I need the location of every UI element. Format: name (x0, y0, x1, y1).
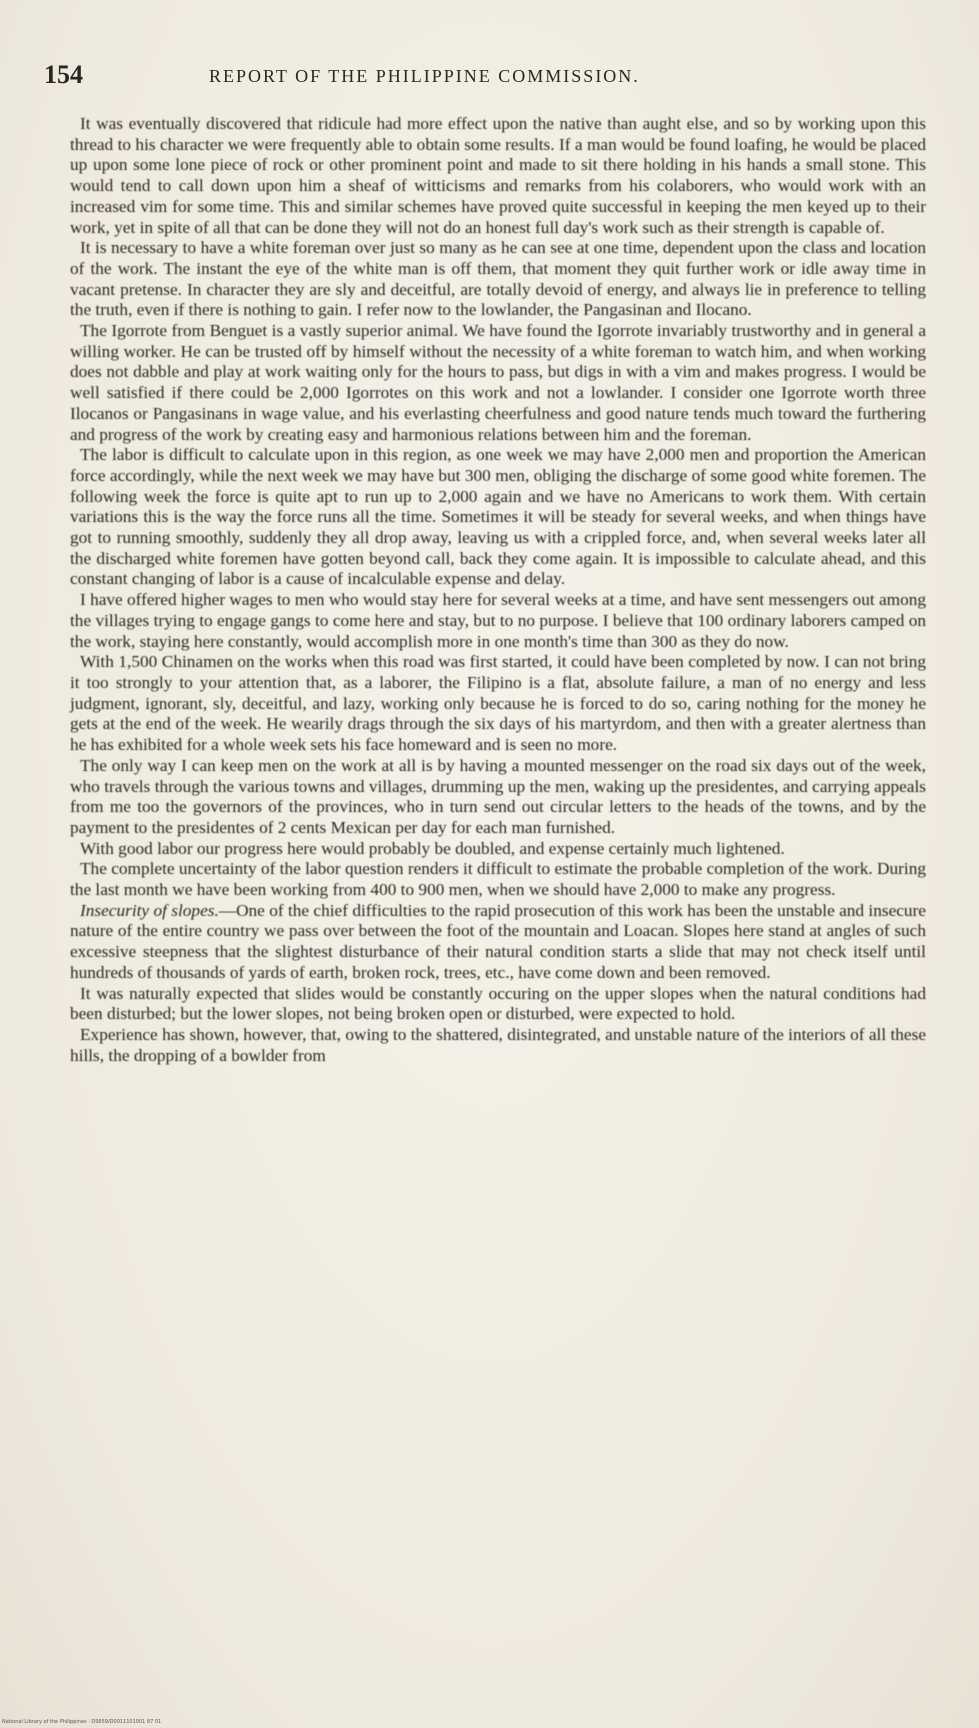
paragraph: The labor is difficult to calculate upon in this region, as one week we may have 2,000 men and proportion the American force accordingly, while the next week we may have but 300 men, obliging the discharge of some good white foremen. The following week the force is quite apt to run up to 2,000 again and we have no Americans to work them. With certain variations this is the way the force runs all the time. Sometimes it will be steady for several weeks, and when things have got to running smoothly, suddenly they all drop away, leaving us with a crippled force, and, when several weeks later all the discharged white foremen have gotten beyond call, back they come again. It is impossible to calculate ahead, and this constant changing of labor is a cause of incalculable expense and delay. (70, 445, 926, 589)
paragraph: The complete uncertainty of the labor question renders it difficult to estimate the probable completion of the work. During the last month we have been working from 400 to 900 men, when we should have 2,000 to make any progress. (70, 859, 926, 900)
paragraph-insecurity-of-slopes: Insecurity of slopes.—One of the chief difficulties to the rapid prosecution of this work has been the unstable and insecure nature of the entire country we pass over between the foot of the mountain and Loacan. Slopes here stand at angles of such excessive steepness that the slightest disturbance of their natural condition starts a slide that may not check itself until hundreds of thousands of yards of earth, broken rock, trees, etc., have come down and been removed. (70, 900, 926, 982)
running-head: REPORT OF THE PHILIPPINE COMMISSION. (209, 66, 640, 86)
scan-credit: National Library of the Philippines · DS659/D0011101001 87 01 (2, 1719, 162, 1725)
paragraph: It was naturally expected that slides would be constantly occuring on the upper slopes when the natural conditions had been disturbed; but the lower slopes, not being broken open or disturbed, were expected to hold. (70, 983, 926, 1024)
paragraph: I have offered higher wages to men who would stay here for several weeks at a time, and have sent messengers out among the villages trying to engage gangs to come here and stay, but to no purpose. I believe that 100 ordinary laborers camped on the work, staying here constantly, would accomplish more in one month's time than 300 as they do now. (70, 590, 926, 651)
paragraph: The only way I can keep men on the work at all is by having a mounted messenger on the road six days out of the week, who travels through the various towns and villages, drumming up the men, waking up the presidentes, and carrying appeals from me too the governors of the provinces, who in turn send out circular letters to the heads of the towns, and by the payment to the presidentes of 2 cents Mexican per day for each man furnished. (70, 755, 926, 837)
page-number: 154 (44, 60, 83, 89)
paragraph: With 1,500 Chinamen on the works when this road was first started, it could have been completed by now. I can not bring it too strongly to your attention that, as a laborer, the Filipino is a flat, absolute failure, a man of no energy and less judgment, ignorant, sly, deceitful, and lazy, working only because he is forced to do so, caring nothing for the money he gets at the end of the week. He wearily drags through the six days of his martyrdom, and then with a greater alertness than he has exhibited for a whole week sets his face homeward and is seen no more. (70, 652, 926, 755)
page-header (44, 60, 934, 92)
paragraph: It was eventually discovered that ridicule had more effect upon the native than aught else, and so by working upon this thread to his character we were frequently able to obtain some results. If a man would be found loafing, he would be placed up upon some lone piece of rock or other prominent point and made to sit there holding in his hands a small stone. This would tend to call down upon him a sheaf of witticisms and remarks from his colaborers, who would work with an increased vim for some time. This and similar schemes have proved quite successful in keeping the men keyed up to their work, yet in spite of all that can be done they will not do an honest full day's work such as their strength is capable of. (70, 114, 926, 237)
paragraph: It is necessary to have a white foreman over just so many as he can see at one time, dependent upon the class and location of the work. The instant the eye of the white man is off them, that moment they quit further work or idle away time in vacant pretense. In character they are sly and deceitful, are totally devoid of energy, and always lie in preference to telling the truth, even if there is nothing to gain. I refer now to the lowlander, the Pangasinan and Ilocano. (70, 238, 926, 320)
body-text (70, 114, 926, 1066)
paragraph-lead-italic: Insecurity of slopes. (80, 900, 219, 920)
paragraph: The Igorrote from Benguet is a vastly superior animal. We have found the Igorrote invariably trustworthy and in general a willing worker. He can be trusted off by himself without the necessity of a white foreman to watch him, and when working does not dabble and play at work waiting only for the hours to pass, but digs in with a vim and makes progress. I would be well satisfied if there could be 2,000 Igorrotes on this work and not a lowlander. I consider one Igorrote worth three Ilocanos or Pangasinans in wage value, and his everlasting cheerfulness and good nature tends much toward the furthering and progress of the work by creating easy and harmonious relations between him and the foreman. (70, 321, 926, 444)
paragraph: Experience has shown, however, that, owing to the shattered, disintegrated, and unstable nature of the interiors of all these hills, the dropping of a bowlder from (70, 1024, 926, 1065)
paragraph: With good labor our progress here would probably be doubled, and expense certainly much lightened. (80, 838, 785, 858)
